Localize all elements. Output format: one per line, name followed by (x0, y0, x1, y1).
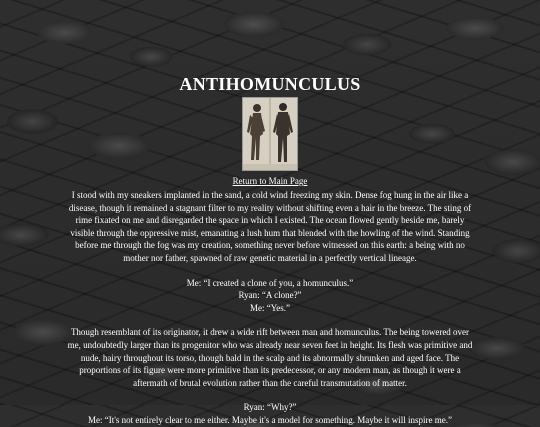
page-title: ANTIHOMUNCULUS (179, 74, 361, 94)
dialogue-line: Me: “It's not entirely clear to me either. Maybe it's a model for something. Maybe it will inspire me.” (88, 414, 452, 425)
dialogue-line: Ryan: “Why?” (243, 402, 297, 413)
story-paragraph-1: I stood with my sneakers implanted in the sand, a cold wind freezing my skin. Dense fog hung in the air like a disease, though it remained a stagnant filter to my reality without shifting even a hair in the breeze. The sting of rime fixated on me and disregarded the space in which I existed. The ocean flowed gently beside me, barely visible through the oppressive mist, emanating a lush hum that blended with the howling of the wind. Standing before me through the fog was my creation, something never before witnessed on this earth: a being with no mother nor father, spawned of raw genetic material in a perfectly vertical lineage. (68, 190, 472, 263)
dialogue-line: Me: “I created a clone of you, a homunculus.” (186, 277, 354, 288)
dialogue-line: Ryan: “A clone?” (238, 290, 302, 301)
return-to-main-page-link[interactable]: Return to Main Page (232, 176, 308, 186)
figures-photo (242, 97, 298, 171)
story-text (65, 189, 475, 427)
page-content (0, 74, 540, 427)
dialogue-line: Me: “Yes.” (249, 302, 291, 313)
story-paragraph-2: Though resemblant of its originator, it drew a wide rift between man and homunculus. The being towered over me, undoubtedly larger than its progenitor who was already near seven feet in height. Its flesh was primitive and nude, hairy throughout its torso, though bald in the scalp and its abnormally shrunken and aged face. The proportions of its figure were more primitive than its predecessor, or any modern man, as though it were a aftermath of brutal evolution rather than the careful transmutation of matter. (67, 327, 473, 388)
